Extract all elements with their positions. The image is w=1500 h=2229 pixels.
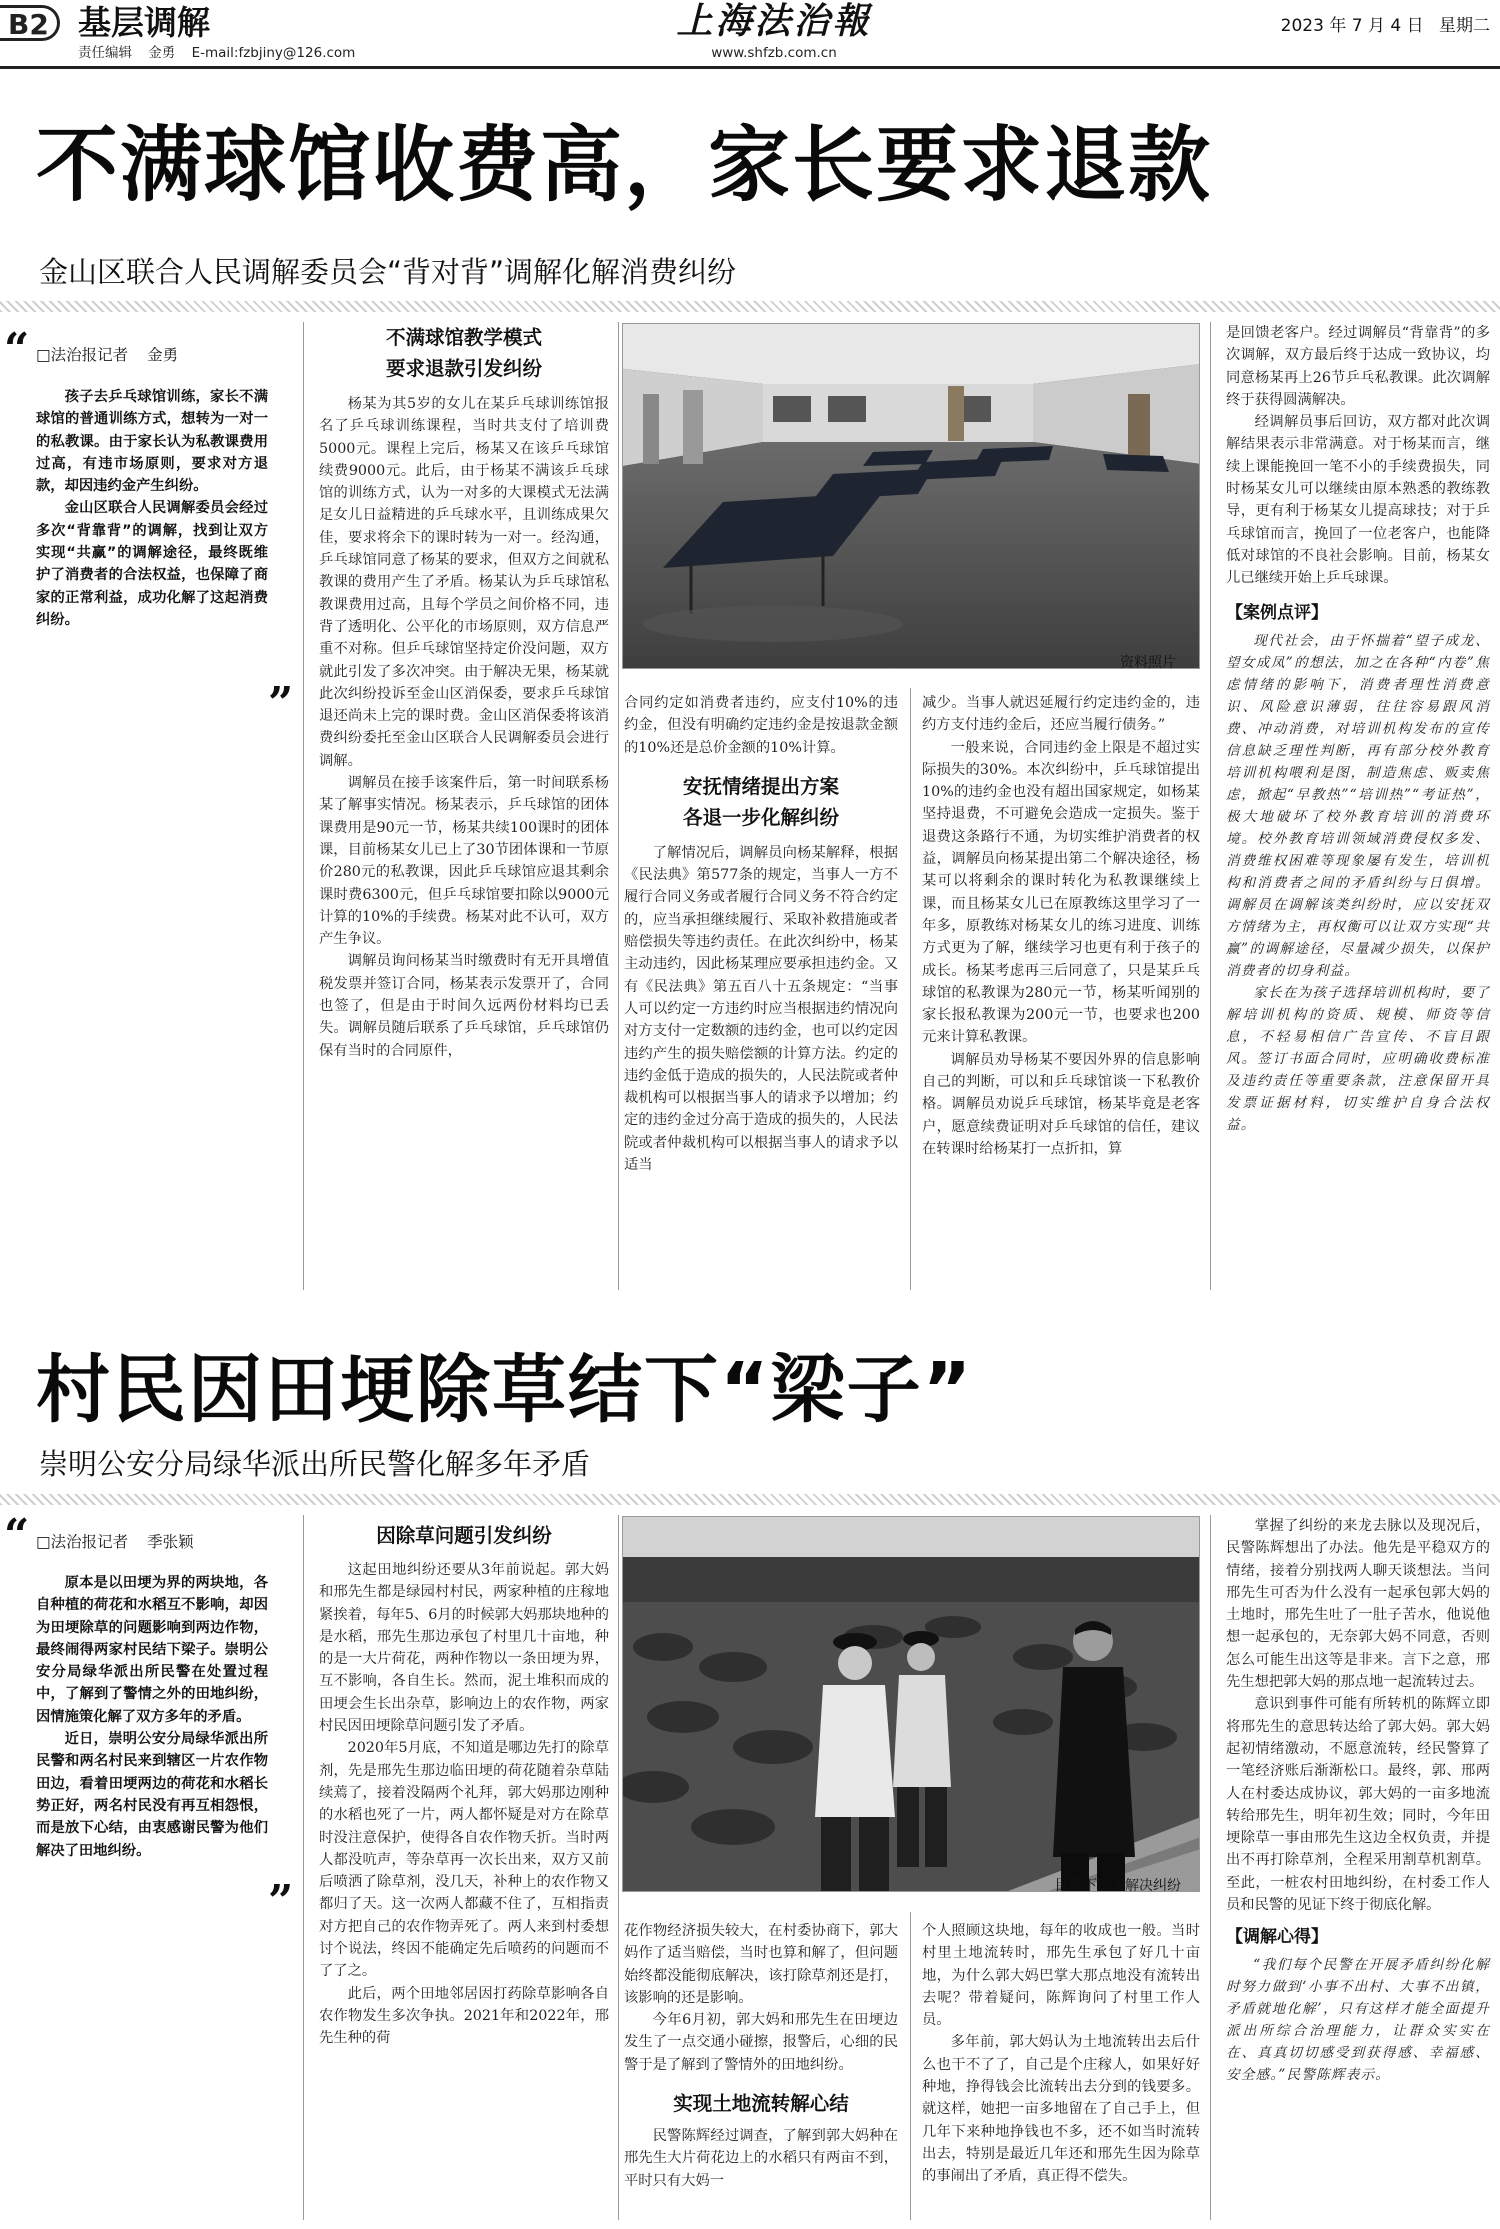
article1-byline-prefix: □法治报记者 <box>36 346 129 364</box>
article2-paragraph: 民警陈辉经过调查，了解到郭大妈种在邢先生大片荷花边上的水稻只有两亩不到，平时只有大妈一 <box>624 2128 898 2189</box>
article1-paragraph: 经调解员事后回访，双方都对此次调解结果表示非常满意。对于杨某而言，继续上课能挽回一笔不小的手续费损失，同时杨某女儿可以继续由原本熟悉的教练教导，更有利于杨某女儿提高球技；对于乒乓球馆而言，挽回了一位老客户，也能降低对球馆的不良社会影响。目前，杨某女儿已继续开始上乒乓球课。 <box>1226 414 1490 587</box>
article1-comment-paragraph: 家长在为孩子选择培训机构时，要了解培训机构的资质、规模、师资等信息，不轻易相信广告宣传、不盲目跟风。签订书面合同时，应明确收费标准及违约责任等重要条款，注意保留开具发票证据材料，切实维护自身合法权益。 <box>1226 984 1490 1133</box>
article1-divider <box>0 301 1500 312</box>
article1-paragraph: 调解员在接手该案件后，第一时间联系杨某了解事实情况。杨某表示，乒乓球馆的团体课费用是90元一节，杨某共续100课时的团体课，目前杨某女儿已上了30节团体课和一节原价280元的私教课，因此乒乓球馆应退其剩余课时费6300元，但乒乓球馆要扣除以9000元计算的10%的手续费。杨某对此不认可，双方产生争议。 <box>319 775 609 948</box>
article2-column-3 <box>922 1920 1200 2188</box>
article2-paragraph: 此后，两个田地邻居因打药除草影响各自农作物发生多次争执。2021年和2022年，邢先生种的荷 <box>319 1985 609 2047</box>
article1-subtitle: 金山区联合人民调解委员会“背对背”调解化解消费纠纷 <box>39 255 737 289</box>
article1-lead-para: 金山区联合人民调解委员会经过多次“背靠背”的调解，找到让双方实现“共赢”的调解途径，最终既维护了消费者的合法权益，也保障了商家的正常利益，成功化解了这起消费纠纷。 <box>36 500 268 628</box>
article2-byline-prefix: □法治报记者 <box>36 1533 129 1551</box>
article2-byline <box>36 1530 194 1554</box>
article1-column-2 <box>624 692 898 1176</box>
page-badge <box>0 5 60 41</box>
article1-section1-line: 要求退款引发纠纷 <box>385 357 542 380</box>
masthead: 上海法治報 <box>676 0 872 42</box>
quote-close-icon: ” <box>268 678 294 729</box>
article1-column-1 <box>319 322 609 1062</box>
article2-column-2 <box>624 1920 898 2192</box>
article2-photo <box>622 1516 1200 1892</box>
article1-lead-para: 孩子去乒乓球馆训练，家长不满球馆的普通训练方式，想转为一对一的私教课。由于家长认为私教课费用过高，有违市场原则，要求对方退款，却因违约金产生纠纷。 <box>36 389 268 495</box>
quote-open-icon: “ <box>4 324 30 375</box>
article1-comment-title: 【案例点评】 <box>1226 602 1328 623</box>
article2-byline-name: 季张颖 <box>147 1533 194 1551</box>
article1-column-3 <box>922 692 1200 1160</box>
article2-divider <box>0 1494 1500 1505</box>
editor-name: 金勇 <box>148 45 176 61</box>
article2-column-1 <box>319 1520 609 2050</box>
editor-label: 责任编辑 <box>78 45 132 61</box>
article2-comment-title: 【调解心得】 <box>1226 1927 1328 1948</box>
issue-date <box>1150 14 1490 38</box>
column-rule <box>910 688 911 1290</box>
article1-photo <box>622 323 1200 669</box>
column-rule <box>1210 322 1211 1290</box>
article2-lead <box>36 1572 268 1862</box>
date-text: 2023 年 7 月 4 日 <box>1280 16 1424 36</box>
article1-paragraph: 调解员询问杨某当时缴费时有无开具增值税发票并签订合同，杨某表示发票开了，合同也签了，但是由于时间久远两份材料均已丢失。调解员随后联系了乒乓球馆，乒乓球馆仍保有当时的合同原件， <box>319 953 609 1059</box>
article1-title: 不满球馆收费高，家长要求退款 <box>36 118 1213 213</box>
article2-lead-para: 原本是以田埂为界的两块地，各自种植的荷花和水稻互不影响，却因为田埂除草的问题影响到两边作物，最终闹得两家村民结下梁子。崇明公安分局绿华派出所民警在处置过程中，了解到了警情之外的田地纠纷，因情施策化解了双方多年的矛盾。 <box>36 1575 268 1725</box>
article2-comment-paragraph: “我们每个民警在开展矛盾纠纷化解时努力做到‘小事不出村、大事不出镇，矛盾就地化解’，只有这样才能全面提升派出所综合治理能力，让群众实实在在、真真切切感受到获得感、幸福感、安全感。”民警陈辉表示。 <box>1226 1957 1490 2084</box>
quote-open-icon: “ <box>4 1510 30 1561</box>
column-rule <box>1210 1515 1211 2220</box>
article1-paragraph: 调解员劝导杨某不要因外界的信息影响自己的判断，可以和乒乓球馆谈一下私教价格。调解员劝说乒乓球馆，杨某毕竟是老客户，愿意续费证明对乒乓球馆的信任，建议在转课时给杨某打一点折扣，算 <box>922 1051 1200 1157</box>
quote-close-icon: ” <box>268 1876 294 1927</box>
article2-photo-caption: 民警下田头解决纠纷 <box>1055 1878 1181 1894</box>
column-rule <box>618 322 619 1290</box>
article1-paragraph: 了解情况后，调解员向杨某解释，根据《民法典》第577条的规定，当事人一方不履行合同义务或者履行合同义务不符合约定的，应当承担继续履行、采取补救措施或者赔偿损失等违约责任。在此次纠纷中，杨某主动违约，因此杨某理应要承担违约金。又有《民法典》第五百八十五条规定：“当事人可以约定一方违约时应当根据违约情况向对方支付一定数额的违约金，也可以约定因违约产生的损失赔偿额的计算方法。约定的违约金低于造成的损失的，人民法院或者仲裁机构可以根据当事人的请求予以增加；约定的违约金过分高于造成的损失的，人民法院或者仲裁机构可以根据当事人的请求予以适当 <box>624 844 898 1174</box>
header-rule <box>0 66 1500 69</box>
article1-section2-title <box>624 771 898 833</box>
page-badge-text: B2 <box>8 8 49 41</box>
section-name: 基层调解 <box>78 3 210 42</box>
article2-paragraph: 掌握了纠纷的来龙去脉以及现况后，民警陈辉想出了办法。他先是平稳双方的情绪，接着分别找两人聊天谈想法。当问邢先生可否为什么没有一起承包郭大妈的土地时，邢先生吐了一肚子苦水，他说他想一起承包的，无奈郭大妈不同意，否则怎么可能生出这等是非来。言下之意，邢先生想把郭大妈的那点地一起流转过去。 <box>1226 1518 1490 1691</box>
article1-section2-line: 安抚情绪提出方案 <box>682 774 839 798</box>
police-in-field-photo <box>623 1517 1200 1892</box>
article1-paragraph: 是回馈老客户。经过调解员“背靠背”的多次调解，双方最后终于达成一致协议，均同意杨某再上26节乒乓私教课。此次调解终于获得圆满解决。 <box>1226 325 1490 408</box>
weekday-text: 星期二 <box>1439 16 1490 36</box>
article2-lead-para: 近日，崇明公安分局绿华派出所民警和两名村民来到辖区一片农作物田边，看着田埂两边的荷花和水稻长势正好，两名村民没有再互相怨恨，而是放下心结，由衷感谢民警为他们解决了田地纠纷。 <box>36 1731 268 1859</box>
article2-paragraph: 这起田地纠纷还要从3年前说起。郭大妈和邢先生都是绿园村村民，两家种植的庄稼地紧挨着，每年5、6月的时候郭大妈那块地种的是水稻，邢先生那边承包了村里几十亩地，种的是一大片荷花，两种作物以一条田埂为界，互不影响，各自生长。然而，泥土堆积而成的田埂会生长出杂草，影响边上的农作物，两家村民因田埂除草问题引发了矛盾。 <box>319 1562 609 1735</box>
article2-section2-title: 实现土地流转解心结 <box>673 2092 849 2116</box>
column-rule <box>618 1515 619 2220</box>
article1-byline-name: 金勇 <box>147 346 179 364</box>
editor-email: E-mail:fzbjiny@126.com <box>191 45 356 61</box>
article2-paragraph: 个人照顾这块地，每年的收成也一般。当时村里土地流转时，邢先生承包了好几十亩地，为什么郭大妈巴掌大那点地没有流转出去呢？带着疑问，陈辉询问了村里工作人员。 <box>922 1923 1200 2029</box>
article1-byline <box>36 343 178 367</box>
article1-section1-line: 不满球馆教学模式 <box>385 326 542 349</box>
article2-paragraph: 花作物经济损失较大，在村委协商下，郭大妈作了适当赔偿，当时也算和解了，但问题始终都没能彻底解决，该打除草剂还是打，该影响的还是影响。 <box>624 1923 898 2006</box>
article2-paragraph: 多年前，郭大妈认为土地流转出去后什么也干不了了，自己是个庄稼人，如果好好种地，挣得钱会比流转出去分到的钱要多。就这样，她把一亩多地留在了自己手上，但几年下来种地挣钱也不多，还不如当时流转出去，特别是最近几年还和邢先生因为除草的事闹出了矛盾，真正得不偿失。 <box>922 2034 1200 2185</box>
article1-photo-caption: 资料照片 <box>1120 655 1176 671</box>
article1-column-4 <box>1226 322 1490 1136</box>
article2-section1-title: 因除草问题引发纠纷 <box>376 1524 552 1547</box>
article1-paragraph: 合同约定如消费者违约，应支付10%的违约金，但没有明确约定违约金是按退款金额的10%还是总价金额的10%计算。 <box>624 695 898 756</box>
editor-line <box>78 44 355 62</box>
article1-paragraph: 一般来说，合同违约金上限是不超过实际损失的30%。本次纠纷中，乒乓球馆提出10%的违约金也没有超出国家规定，如杨某坚持退费，不可避免会造成一定损失。鉴于退费这条路行不通，为切实维护消费者的权益，调解员向杨某提出第二个解决途径，杨某可以将剩余的课时转化为私教课继续上课，而且杨某女儿已在原教练这里学习了一年多，原教练对杨某女儿的练习进度、训练方式更为了解，继续学习也更有利于孩子的成长。杨某考虑再三后同意了，只是某乒乓球馆的私教课为280元一节，杨某听闻别的家长报私教课为200元一节，也要求也200元来计算私教课。 <box>922 739 1200 1046</box>
column-rule <box>910 1912 911 2220</box>
column-rule <box>303 1515 304 2220</box>
article2-subtitle: 崇明公安分局绿华派出所民警化解多年矛盾 <box>39 1447 591 1481</box>
website: www.shfzb.com.cn <box>711 45 837 61</box>
article2-column-4 <box>1226 1515 1490 2086</box>
table-tennis-hall-photo <box>623 324 1200 669</box>
article1-section2-line: 各退一步化解纠纷 <box>682 805 839 829</box>
article2-title: 村民因田埂除草结下“梁子” <box>36 1347 974 1433</box>
article1-comment-paragraph: 现代社会，由于怀揣着“望子成龙、望女成凤”的想法，加之在各种“内卷”焦虑情绪的影响下，消费者理性消费意识、风险意识薄弱，往往容易跟风消费、冲动消费，对培训机构发布的宣传信息缺乏理性判断，再有部分校外教育培训机构喂利是图，制造焦虑、贩卖焦虑，掀起“早教热”“培训热”“考证热”，极大地破坏了校外教育培训的消费环境。校外教育培训领域消费侵权多发、消费维权困难等现象屡有发生，培训机构和消费者之间的矛盾纠纷与日俱增。调解员在调解该类纠纷时，应以安抚双方情绪为主，再权衡可以让双方实现“共赢”的调解途径，尽量减少损失，以保护消费者的切身利益。 <box>1226 632 1490 979</box>
article2-paragraph: 今年6月初，郭大妈和邢先生在田埂边发生了一点交通小碰擦，报警后，心细的民警于是了解到了警情外的田地纠纷。 <box>624 2012 898 2073</box>
article1-section1-title <box>319 322 609 384</box>
article2-paragraph: 意识到事件可能有所转机的陈辉立即将邢先生的意思转达给了郭大妈。郭大妈起初情绪激动，不愿意流转，经民警算了一笔经济账后渐渐松口。最终，郭、邢两人在村委达成协议，郭大妈的一亩多地流转给邢先生，明年初生效；同时，今年田埂除草一事由邢先生这边全权负责，并提出不再打除草剂，全程采用割草机割草。至此，一桩农村田地纠纷，在村委工作人员和民警的见证下终于彻底化解。 <box>1226 1696 1490 1914</box>
article1-paragraph: 杨某为其5岁的女儿在某乒乓球训练馆报名了乒乓球训练课程，当时共支付了培训费5000元。课程上完后，杨某又在该乒乓球馆续费9000元。此后，由于杨某不满该乒乓球馆的训练方式，认为一对多的大课模式无法满足女儿日益精进的乒乓球水平，且训练成果欠佳，要求将余下的课时转为一对一。经沟通，乒乓球馆同意了杨某的要求，但双方之间就私教课的费用产生了矛盾。杨某认为乒乓球馆私教课费用过高，且每个学员之间价格不同，违背了透明化、公平化的市场原则，双方信息严重不对称。但乒乓球馆坚持定价没问题，双方就此引发了多次冲突。由于解决无果，杨某就此次纠纷投诉至金山区消保委，要求乒乓球馆退还尚未上完的课时费。金山区消保委将该消费纠纷委托至金山区联合人民调解委员会进行调解。 <box>319 396 609 769</box>
article1-lead <box>36 386 268 631</box>
article1-paragraph: 减少。当事人就迟延履行约定违约金的，违约方支付违约金后，还应当履行债务。” <box>922 695 1200 734</box>
column-rule <box>303 322 304 1290</box>
article2-paragraph: 2020年5月底，不知道是哪边先打的除草剂，先是邢先生那边临田埂的荷花随着杂草陆续蔫了，接着没隔两个礼拜，郭大妈那边刚种的水稻也死了一片，两人都怀疑是对方在除草时没注意保护，使得各自农作物夭折。当时两人都没吭声，等杂草再一次长出来，双方又前后喷洒了除草剂，没几天，补种上的农作物又都归了天。这一次两人都藏不住了，互相指责对方把自己的农作物弄死了。两人来到村委想讨个说法，终因不能确定先后喷药的问题而不了了之。 <box>319 1740 609 1980</box>
